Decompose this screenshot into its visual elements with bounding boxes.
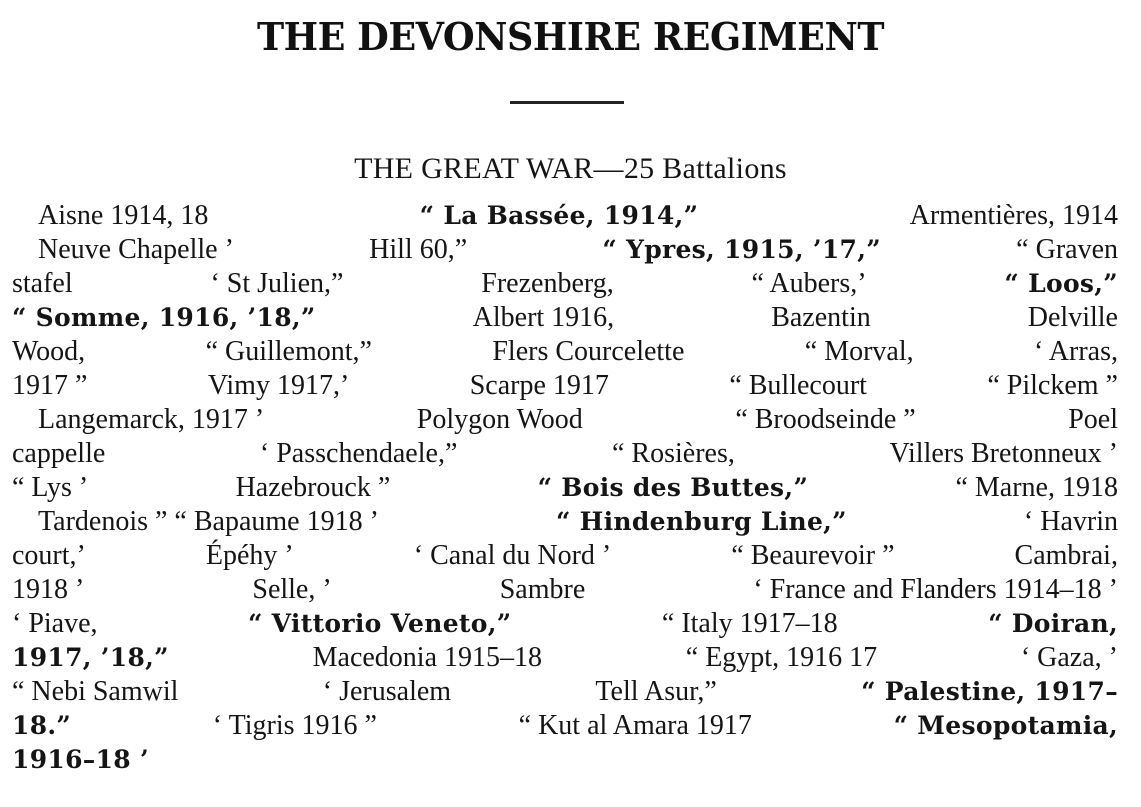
battle-honour: stafel <box>12 268 73 299</box>
section-subtitle: THE GREAT WAR—25 Battalions <box>354 152 787 185</box>
battle-honour: Villers Bretonneux ’ <box>889 438 1118 469</box>
honours-line <box>12 199 1118 233</box>
battle-honour: court,’ <box>12 540 86 571</box>
battle-honour: Épéhy ’ <box>205 540 294 571</box>
battle-honour: “ Marne, 1918 <box>955 472 1118 503</box>
battle-honour: ‘ Canal du Nord ’ <box>413 540 612 571</box>
battle-honour: Albert 1916, <box>472 302 615 333</box>
battle-honour-bold: “ Loos,” <box>1004 269 1118 298</box>
battle-honour: Polygon Wood <box>416 404 583 435</box>
honours-line <box>12 403 1118 437</box>
honours-line <box>12 743 1118 777</box>
battle-honour: Armentières, 1914 <box>909 200 1118 231</box>
battle-honour: Poel <box>1068 404 1118 435</box>
battle-honour-bold: “ Ypres, 1915, ’17,” <box>602 235 881 264</box>
honours-line <box>12 573 1118 607</box>
battle-honour: ‘ France and Flanders 1914–18 ’ <box>753 574 1118 605</box>
battle-honour: ‘ Gaza, ’ <box>1020 642 1118 673</box>
battle-honour: ‘ Arras, <box>1034 336 1118 367</box>
battle-honour: ‘ Tigris 1916 ” <box>212 710 377 741</box>
battle-honour-bold: 1917, ’18,” <box>12 643 169 672</box>
battle-honour: Aisne 1914, 18 <box>38 200 209 231</box>
battle-honour: “ Pilckem ” <box>987 370 1118 401</box>
battle-honour: “ Egypt, 1916 17 <box>685 642 878 673</box>
battle-honour-bold: “ Palestine, 1917– <box>861 677 1118 706</box>
battle-honour-bold: 18.” <box>12 711 72 740</box>
page-title: THE DEVONSHIRE REGIMENT <box>256 14 885 59</box>
battle-honour: Macedonia 1915–18 <box>312 642 543 673</box>
honours-line <box>12 301 1118 335</box>
honours-line <box>12 505 1118 539</box>
battle-honour: ‘ Passchendaele,” <box>259 438 458 469</box>
battle-honour: Vimy 1917,’ <box>207 370 350 401</box>
honours-line <box>12 675 1118 709</box>
battle-honour: Neuve Chapelle ’ <box>38 234 234 265</box>
honours-line <box>12 369 1118 403</box>
battle-honour: Frezenberg, <box>481 268 614 299</box>
honours-line <box>12 437 1118 471</box>
battle-honour: ‘ St Julien,” <box>210 268 344 299</box>
honours-line <box>12 267 1118 301</box>
battle-honour-bold: “ Bois des Buttes,” <box>537 473 809 502</box>
battle-honour: “ Kut al Amara 1917 <box>518 710 752 741</box>
battle-honour-bold: 1916–18 ’ <box>12 745 149 774</box>
battle-honour: Bazentin <box>771 302 871 333</box>
battle-honour: Scarpe 1917 <box>469 370 609 401</box>
battle-honour: Flers Courcelette <box>492 336 685 367</box>
battle-honour: Selle, ’ <box>252 574 332 605</box>
battle-honour: “ Nebi Samwil <box>12 676 179 707</box>
battle-honour: “ Aubers,’ <box>751 268 867 299</box>
battle-honour: ‘ Havrin <box>1023 506 1118 537</box>
battle-honour-bold: “ Hindenburg Line,” <box>555 507 847 536</box>
battle-honour: ‘ Jerusalem <box>322 676 452 707</box>
honours-line <box>12 233 1118 267</box>
honours-line <box>12 709 1118 743</box>
battle-honour: Cambrai, <box>1014 540 1118 571</box>
honours-line <box>12 471 1118 505</box>
battle-honour: “ Lys ’ <box>12 472 89 503</box>
battle-honour: “ Beaurevoir ” <box>731 540 895 571</box>
honours-line <box>12 335 1118 369</box>
battle-honour: Tell Asur,” <box>595 676 717 707</box>
honours-line <box>12 539 1118 573</box>
battle-honour: Sambre <box>499 574 586 605</box>
battle-honour: Delville <box>1027 302 1118 333</box>
battle-honour: ‘ Piave, <box>12 608 98 639</box>
battle-honour: “ Guillemont,” <box>205 336 372 367</box>
battle-honour: Tardenois ” “ Bapaume 1918 ’ <box>38 506 379 537</box>
battle-honour-bold: “ Doiran, <box>988 609 1118 638</box>
honours-line <box>12 641 1118 675</box>
battle-honour: cappelle <box>12 438 106 469</box>
battle-honour: “ Bullecourt <box>729 370 867 401</box>
honours-line <box>12 607 1118 641</box>
battle-honour: Wood, <box>12 336 86 367</box>
battle-honour: “ Italy 1917–18 <box>661 608 838 639</box>
battle-honour: “ Broodseinde ” <box>735 404 916 435</box>
battle-honour: Langemarck, 1917 ’ <box>38 404 265 435</box>
battle-honour: “ Rosières, <box>612 438 735 469</box>
battle-honour: 1917 ” <box>12 370 88 401</box>
battle-honour-bold: “ Somme, 1916, ’18,” <box>12 303 316 332</box>
battle-honour: “ Graven <box>1016 234 1118 265</box>
title-rule-divider <box>510 101 624 104</box>
battle-honour: Hazebrouck ” <box>235 472 391 503</box>
battle-honour-bold: “ Mesopotamia, <box>893 711 1118 740</box>
battle-honour: “ Morval, <box>804 336 914 367</box>
battle-honour-bold: “ Vittorio Veneto,” <box>247 609 512 638</box>
battle-honours-list <box>12 199 1118 777</box>
battle-honour: 1918 ’ <box>12 574 85 605</box>
battle-honour: Hill 60,” <box>369 234 468 265</box>
battle-honour-bold: “ La Bassée, 1914,” <box>419 201 699 230</box>
